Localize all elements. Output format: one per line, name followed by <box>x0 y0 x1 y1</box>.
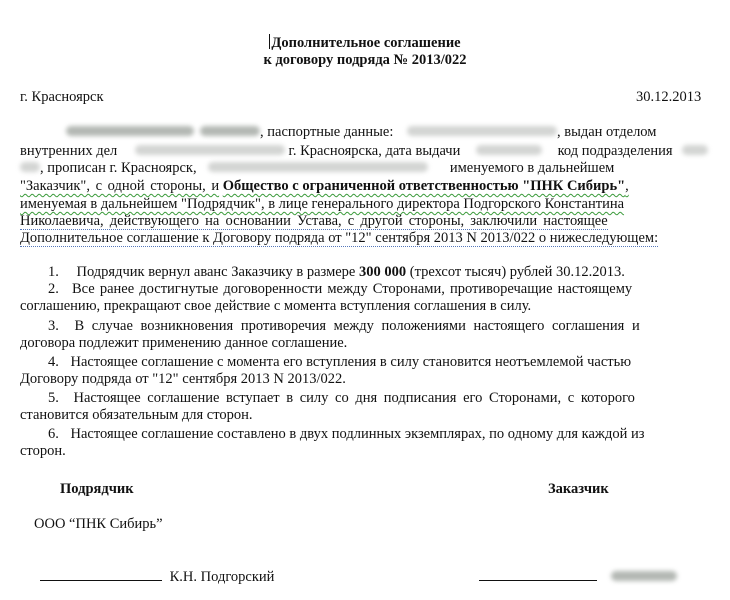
preamble-text: г. Красноярска, дата выдачи <box>288 143 461 159</box>
redacted-passport <box>407 126 557 136</box>
clause-text: Настоящее соглашение вступает в силу со дня подписания его Сторонами, с которого <box>73 390 635 406</box>
clause-text: Настоящее соглашение составлено в двух подлинных экземплярах, по одному для каждой из <box>70 426 645 442</box>
clause-2-line-1 <box>48 281 632 298</box>
document-date: 30.12.2013 <box>636 89 702 105</box>
contractor-company-name: Общество с ограниченной ответственностью "ПНК Сибирь" <box>222 178 626 194</box>
clause-text: Все ранее достигнутые договоренности между Сторонами, противоречащие настоящему <box>72 281 633 297</box>
clause-number: 3. <box>48 318 59 334</box>
clause-6-line-2: сторон. <box>20 443 66 459</box>
contractor-signature-line <box>40 566 162 581</box>
clause-1 <box>48 264 625 281</box>
preamble-text: , выдан отделом <box>557 124 657 140</box>
preamble-line-5 <box>20 196 624 213</box>
preamble-text: внутренних дел <box>20 143 118 159</box>
preamble-text: "Заказчик", с одной стороны, и <box>20 178 220 194</box>
preamble-line-2 <box>20 143 708 160</box>
title-line-1: Дополнительное соглашение <box>271 35 461 51</box>
clause-text: Подрядчик вернул аванс Заказчику в размере <box>76 264 356 280</box>
redacted-police-dept <box>135 145 285 155</box>
preamble-text: код подразделения <box>557 143 673 159</box>
preamble-line-1 <box>66 124 656 141</box>
preamble-text: , паспортные данные: <box>260 124 394 140</box>
preamble-text: Дополнительное соглашение к Договору подряда от "12" сентября 2013 N 2013/022 о нижеследующем: <box>20 230 659 246</box>
customer-signature-block <box>479 566 677 586</box>
clause-4-line-1 <box>48 354 631 371</box>
redacted-customer-name-2 <box>200 126 260 136</box>
advance-amount: 300 000 <box>359 264 407 280</box>
clause-text: (трехсот тысяч) рублей 30.12.2013. <box>409 264 625 280</box>
clause-number: 1. <box>48 264 59 280</box>
clause-number: 5. <box>48 390 59 406</box>
clause-3-line-1 <box>48 318 640 335</box>
preamble-line-4 <box>20 178 629 195</box>
preamble-line-7 <box>20 230 658 247</box>
preamble-text: именуемого в дальнейшем <box>449 160 615 176</box>
city: г. Красноярск <box>20 89 104 105</box>
customer-heading: Заказчик <box>548 481 609 497</box>
clause-number: 4. <box>48 354 59 370</box>
clause-2-line-2: соглашению, прекращают свое действие с момента вступления соглашения в силу. <box>20 298 532 314</box>
preamble-text: , <box>625 178 629 194</box>
redacted-customer-name <box>66 126 194 136</box>
clause-6-line-1 <box>48 426 644 443</box>
clause-3-line-2: договора подлежит применению данное соглашение. <box>20 335 348 351</box>
document-title <box>0 34 730 69</box>
clause-text: В случае возникновения противоречия между положениями настоящего соглашения и <box>74 318 640 334</box>
redacted-code <box>682 145 708 155</box>
contractor-heading: Подрядчик <box>60 481 134 497</box>
contractor-signature-block <box>40 566 274 586</box>
title-line-2: к договору подряда № 2013/022 <box>263 52 467 68</box>
redacted-address <box>208 162 428 172</box>
clause-5-line-1 <box>48 390 635 407</box>
clause-5-line-2: становится обязательным для сторон. <box>20 407 253 423</box>
redacted-issue-date <box>476 145 542 155</box>
redacted-code-2 <box>20 162 40 172</box>
clause-number: 6. <box>48 426 59 442</box>
preamble-line-6 <box>20 213 608 230</box>
preamble-text: , прописан г. Красноярск, <box>40 160 197 176</box>
contractor-org: ООО “ПНК Сибирь” <box>34 516 163 532</box>
preamble-text: Николаевича, действующего на основании Устава, с другой стороны, заключили настоящее <box>20 213 608 229</box>
preamble-text: именуемая в дальнейшем "Подрядчик", в лице генерального директора Подгорского Константина <box>20 196 625 212</box>
redacted-customer-signatory <box>611 571 677 581</box>
contractor-signatory-name: К.Н. Подгорский <box>169 569 275 585</box>
clause-number: 2. <box>48 281 59 297</box>
customer-signature-line <box>479 566 597 581</box>
clause-4-line-2: Договору подряда от "12" сентября 2013 N 2013/022. <box>20 371 346 387</box>
clause-text: Настоящее соглашение с момента его вступления в силу становится неотъемлемой частью <box>70 354 632 370</box>
preamble-line-3 <box>20 160 614 177</box>
